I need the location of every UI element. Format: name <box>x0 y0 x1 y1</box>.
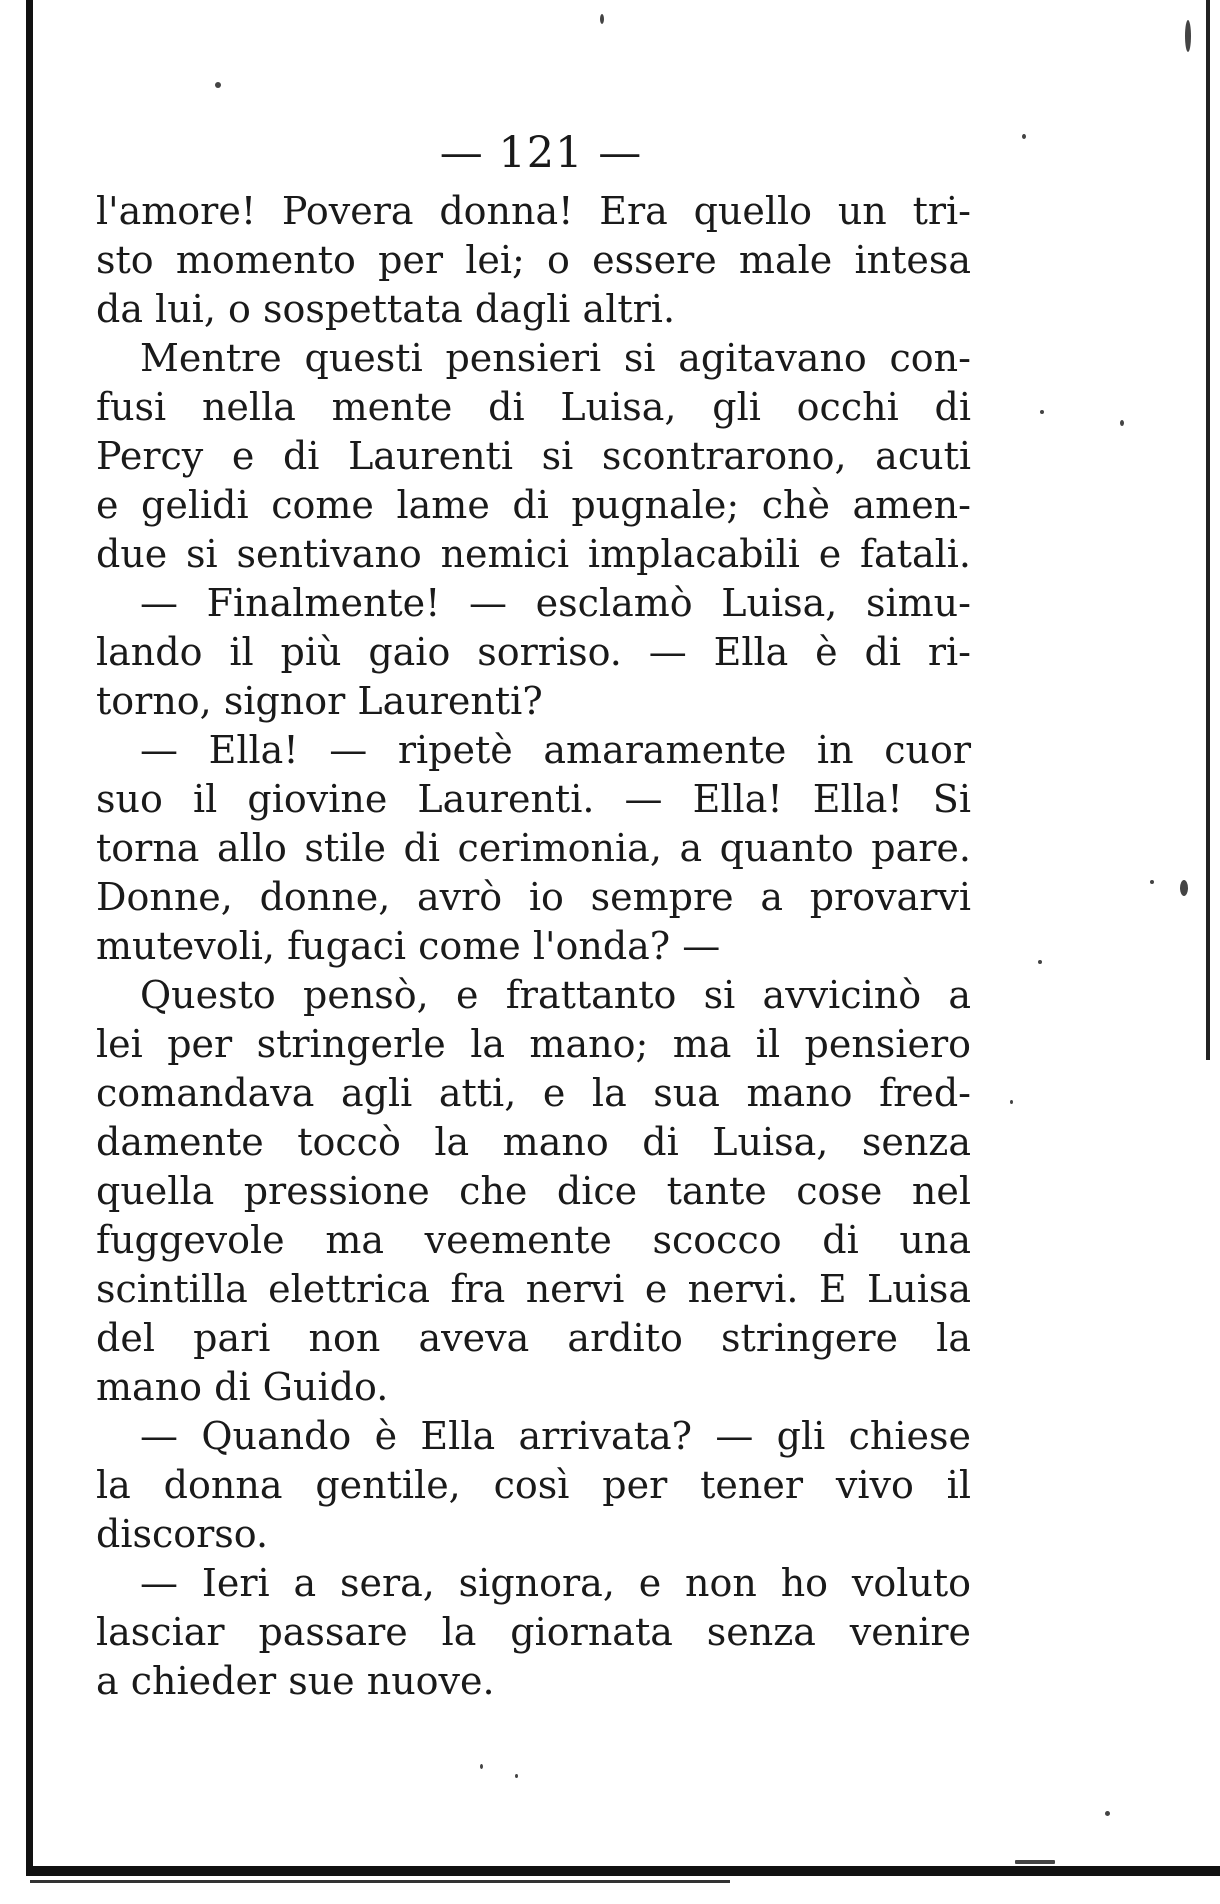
text-line: quella pressione che dice tante cose nel <box>96 1169 971 1213</box>
text-line: torno, signor Laurenti? <box>96 679 543 723</box>
page-bottom-shadow <box>30 1880 730 1883</box>
text-line: lando il più gaio sorriso. — Ella è di ri- <box>96 630 971 674</box>
text-line: fusi nella mente di Luisa, gli occhi di <box>96 385 971 429</box>
text-line: damente toccò la mano di Luisa, senza <box>96 1120 971 1164</box>
text-line: — Quando è Ella arrivata? — gli chiese <box>140 1414 971 1458</box>
text-line: Percy e di Laurenti si scontrarono, acuti <box>96 434 971 478</box>
text-line: fuggevole ma veemente scocco di una <box>96 1218 971 1262</box>
text-line: la donna gentile, così per tener vivo il <box>96 1463 971 1507</box>
text-line: scintilla elettrica fra nervi e nervi. E Luisa <box>96 1267 971 1311</box>
text-line: Questo pensò, e frattanto si avvicinò a <box>140 973 971 1017</box>
text-line: discorso. <box>96 1512 269 1556</box>
text-line: mutevoli, fugaci come l'onda? — <box>96 924 721 968</box>
text-line: Mentre questi pensieri si agitavano con- <box>140 336 971 380</box>
text-line: da lui, o sospettata dagli altri. <box>96 287 676 331</box>
page-bottom-edge <box>26 1866 1220 1876</box>
text-line: mano di Guido. <box>96 1365 389 1409</box>
text-line: sto momento per lei; o essere male intesa <box>96 238 971 282</box>
text-line: — Finalmente! — esclamò Luisa, simu- <box>140 581 971 625</box>
text-line: suo il giovine Laurenti. — Ella! Ella! Si <box>96 777 971 821</box>
text-line: — Ella! — ripetè amaramente in cuor <box>140 728 971 772</box>
text-line: torna allo stile di cerimonia, a quanto pare. <box>96 826 971 870</box>
text-line: due si sentivano nemici implacabili e fatali. <box>96 532 971 576</box>
text-line: del pari non aveva ardito stringere la <box>96 1316 971 1360</box>
body-text <box>96 187 971 1706</box>
text-line: l'amore! Povera donna! Era quello un tri- <box>96 189 971 233</box>
text-line: e gelidi come lame di pugnale; chè amen- <box>96 483 971 527</box>
text-line: comandava agli atti, e la sua mano fred- <box>96 1071 971 1115</box>
page-left-edge <box>26 0 33 1875</box>
text-line: Donne, donne, avrò io sempre a provarvi <box>96 875 971 919</box>
text-line: a chieder sue nuove. <box>96 1659 495 1703</box>
text-line: lei per stringerle la mano; ma il pensiero <box>96 1022 971 1066</box>
page-right-edge <box>1206 0 1210 1060</box>
text-line: — Ieri a sera, signora, e non ho voluto <box>140 1561 971 1605</box>
text-line: lasciar passare la giornata senza venire <box>96 1610 971 1654</box>
page-number: — 121 — <box>439 128 643 178</box>
